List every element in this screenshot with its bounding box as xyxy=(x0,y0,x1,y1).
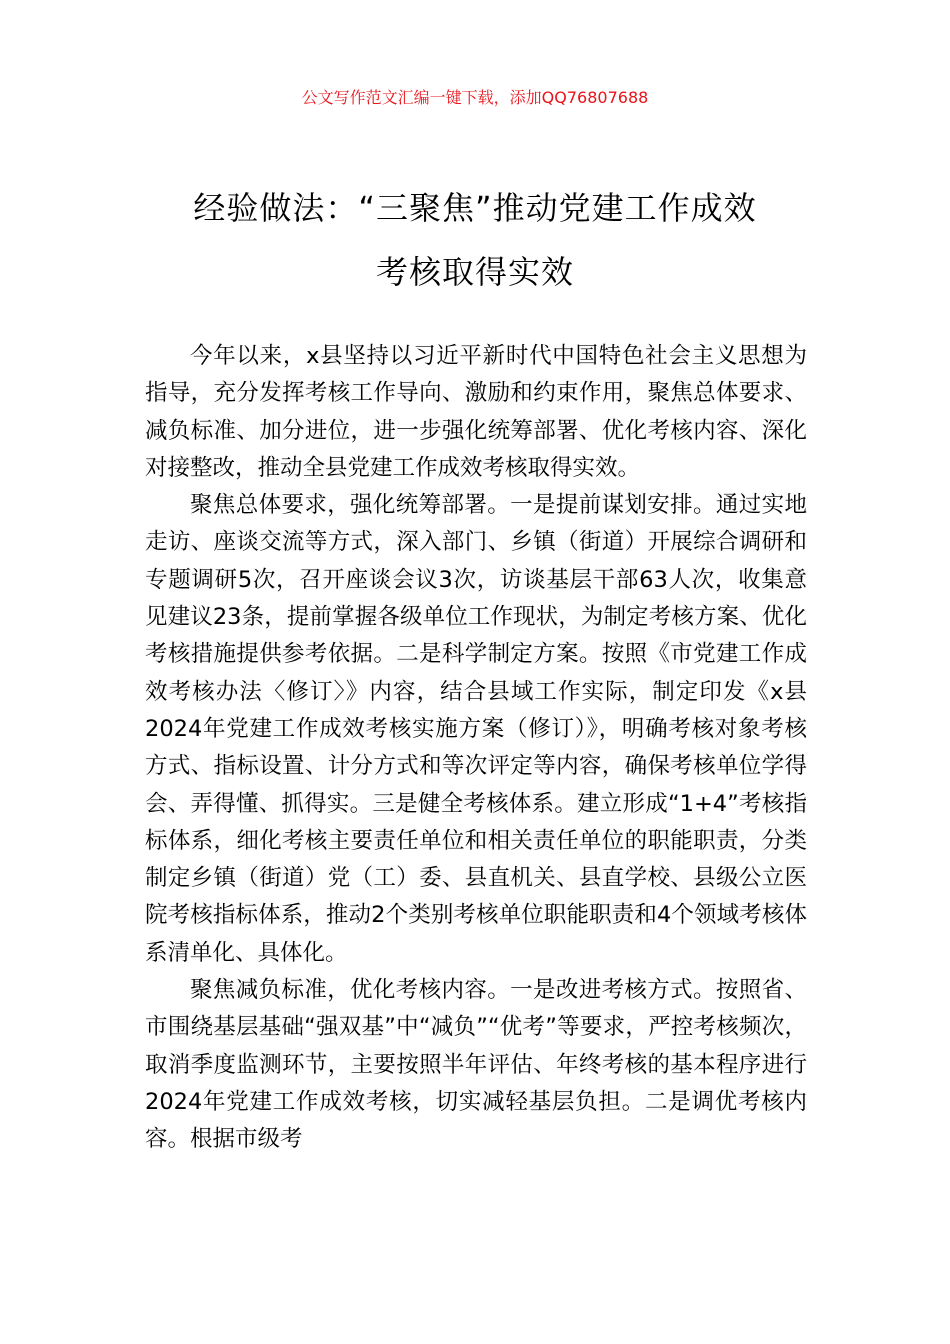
document-body xyxy=(145,338,807,1159)
paragraph-intro: 今年以来，x县坚持以习近平新时代中国特色社会主义思想为指导，充分发挥考核工作导向、激励和约束作用，聚焦总体要求、减负标准、加分进位，进一步强化统筹部署、优化考核内容、深化对接整改，推动全县党建工作成效考核取得实效。 xyxy=(145,343,807,481)
document-title xyxy=(120,176,830,304)
title-line-2: 考核取得实效 xyxy=(375,253,574,291)
title-line-1: 经验做法：“三聚焦”推动党建工作成效 xyxy=(193,189,757,227)
paragraph-section-2: 聚焦减负标准，优化考核内容。一是改进考核方式。按照省、市围绕基层基础“强双基”中“减负”“优考”等要求，严控考核频次，取消季度监测环节，主要按照半年评估、年终考核的基本程序进行2024年党建工作成效考核，切实减轻基层负担。二是调优考核内容。根据市级考 xyxy=(145,977,807,1153)
download-banner[interactable]: 公文写作范文汇编一键下载，添加QQ76807688 xyxy=(301,88,649,107)
paragraph-section-1: 聚焦总体要求，强化统筹部署。一是提前谋划安排。通过实地走访、座谈交流等方式，深入部门、乡镇（街道）开展综合调研和专题调研5次，召开座谈会议3次，访谈基层干部63人次，收集意见建议23条，提前掌握各级单位工作现状，为制定考核方案、优化考核措施提供参考依据。二是科学制定方案。按照《市党建工作成效考核办法〈修订〉》内容，结合县域工作实际，制定印发《x县2024年党建工作成效考核实施方案（修订）》，明确考核对象考核方式、指标设置、计分方式和等次评定等内容，确保考核单位学得会、弄得懂、抓得实。三是健全考核体系。建立形成“1+4”考核指标体系，细化考核主要责任单位和相关责任单位的职能职责，分类制定乡镇（街道）党（工）委、县直机关、县直学校、县级公立医院考核指标体系，推动2个类别考核单位职能职责和4个领域考核体系清单化、具体化。 xyxy=(145,492,807,966)
